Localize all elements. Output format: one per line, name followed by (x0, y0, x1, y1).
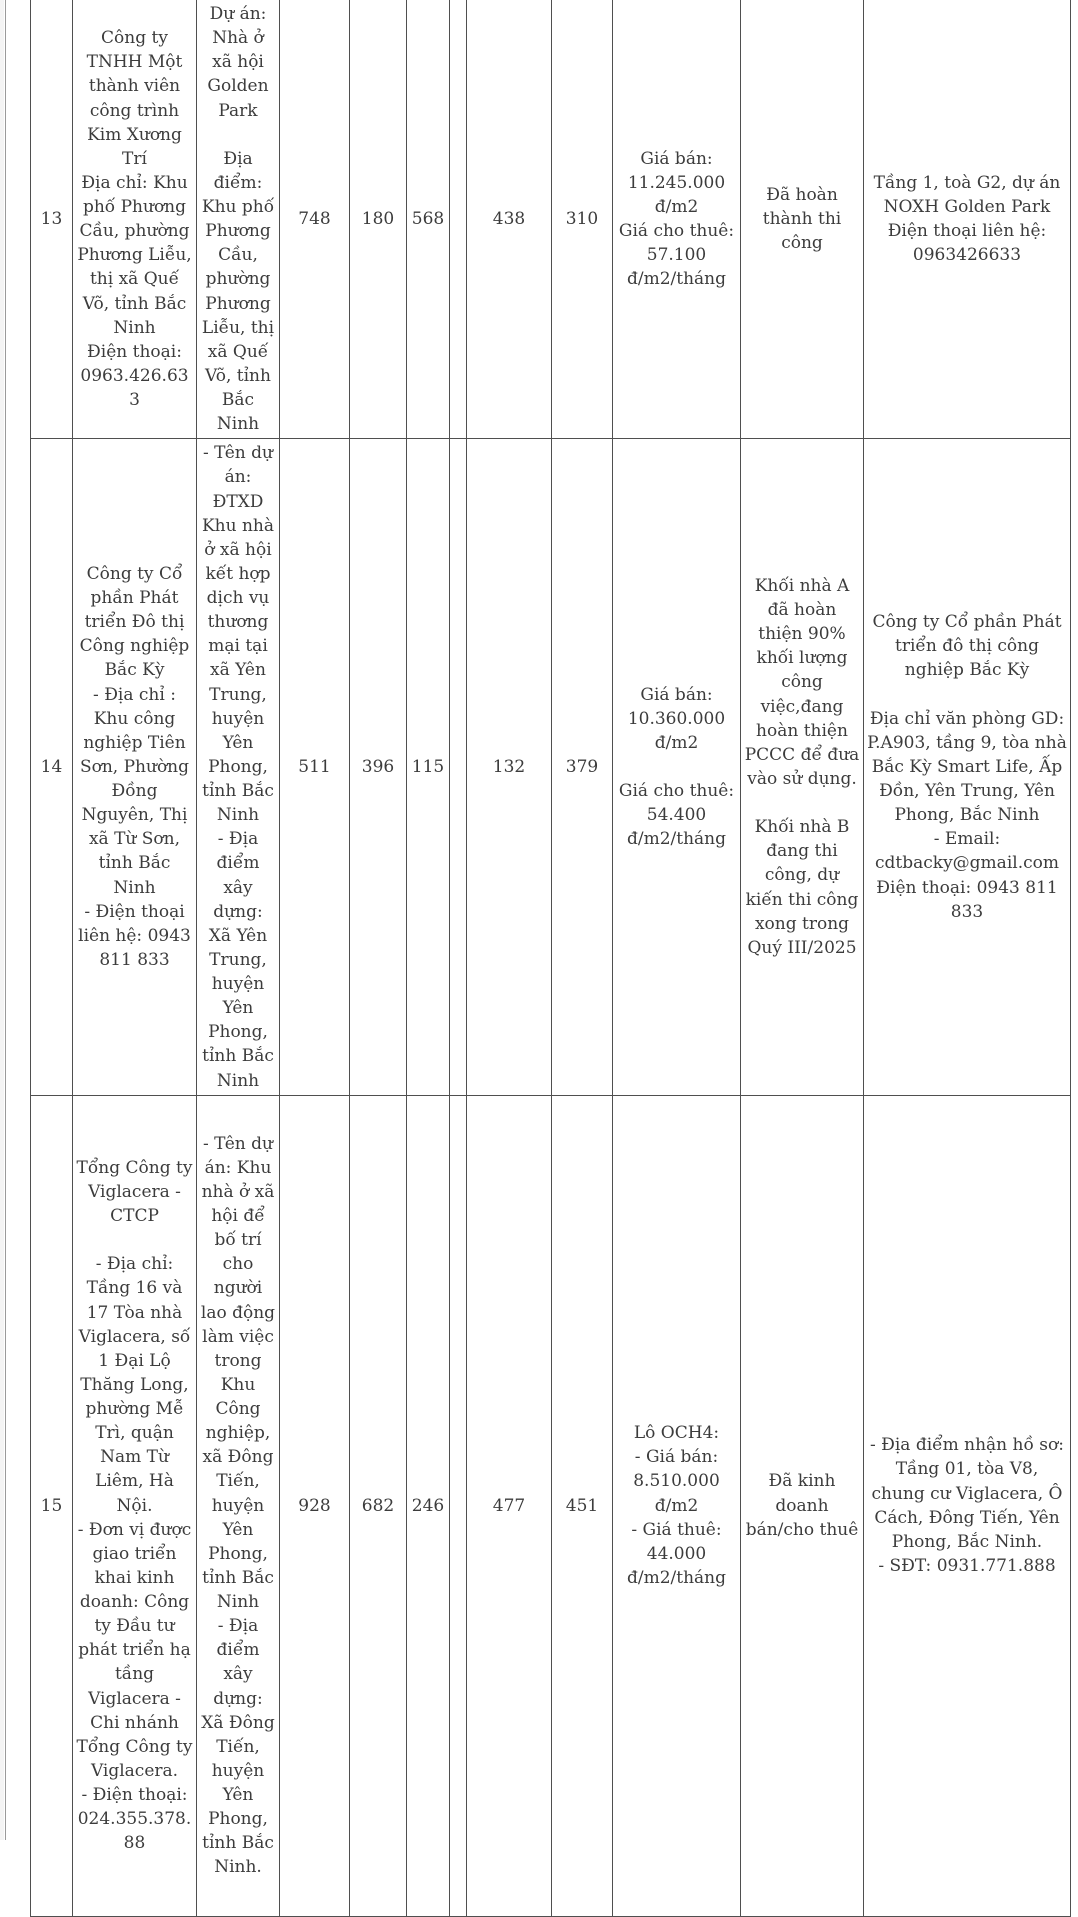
cell-price-info: Giá bán: 10.360.000 đ/m2 Giá cho thuê: 54.400 đ/m2/tháng (613, 439, 741, 1095)
cell-contact-info: Công ty Cổ phần Phát triển đô thị công nghiệp Bắc Kỳ Địa chỉ văn phòng GD: P.A903, tầng 9, tòa nhà Bắc Kỳ Smart Life, Ấp Đồn, Yên Trung, Yên Phong, Bắc Ninh - Email: cdtbacky@gmail.com Điện thoại: 0943 811 833 (864, 439, 1071, 1095)
cell-metric-1: 928 (280, 1095, 350, 1916)
cell-construction-status: Khối nhà A đã hoàn thiện 90% khối lượng công việc,đang hoàn thiện PCCC để đưa vào sử dụng. Khối nhà B đang thi công, dự kiến thi công xong trong Quý III/2025 (741, 439, 864, 1095)
cell-metric-4: 132 (467, 439, 552, 1095)
cell-metric-4: 438 (467, 0, 552, 439)
cell-metric-2: 180 (350, 0, 407, 439)
cell-metric-5: 451 (552, 1095, 613, 1916)
cell-contact-info: Tầng 1, toà G2, dự án NOXH Golden Park Điện thoại liên hệ: 0963426633 (864, 0, 1071, 439)
cell-project-info: Dự án: Nhà ở xã hội Golden Park Địa điểm: Khu phố Phương Cầu, phường Phương Liễu, thị xã Quế Võ, tỉnh Bắc Ninh (197, 0, 280, 439)
cell-metric-4: 477 (467, 1095, 552, 1916)
cell-metric-2: 682 (350, 1095, 407, 1916)
cell-price-info: Giá bán: 11.245.000 đ/m2 Giá cho thuê: 57.100 đ/m2/tháng (613, 0, 741, 439)
cell-row-no: 15 (31, 1095, 73, 1916)
cell-spacer (450, 1095, 467, 1916)
cell-investor-info: Tổng Công ty Viglacera - CTCP - Địa chỉ: Tầng 16 và 17 Tòa nhà Viglacera, số 1 Đại Lộ Thăng Long, phường Mễ Trì, quận Nam Từ Liêm, Hà Nội. - Đơn vị được giao triển khai kinh doanh: Công ty Đầu tư phát triển hạ tầng Viglacera - Chi nhánh Tổng Công ty Viglacera. - Điện thoại: 024.355.378.88 (73, 1095, 197, 1916)
cell-metric-3: 246 (407, 1095, 450, 1916)
housing-projects-table (30, 0, 1071, 1917)
cell-metric-5: 310 (552, 0, 613, 439)
left-page-edge-line (5, 0, 6, 1840)
table-row (31, 1095, 1071, 1916)
cell-metric-1: 748 (280, 0, 350, 439)
cell-construction-status: Đã hoàn thành thi công (741, 0, 864, 439)
cell-metric-2: 396 (350, 439, 407, 1095)
cell-project-info: - Tên dự án: Khu nhà ở xã hội để bố trí cho người lao động làm việc trong Khu Công nghiệp, xã Đông Tiến, huyện Yên Phong, tỉnh Bắc Ninh - Địa điểm xây dựng: Xã Đông Tiến, huyện Yên Phong, tỉnh Bắc Ninh. (197, 1095, 280, 1916)
cell-construction-status: Đã kinh doanh bán/cho thuê (741, 1095, 864, 1916)
cell-investor-info: Công ty TNHH Một thành viên công trình Kim Xương Trí Địa chỉ: Khu phố Phương Cầu, phường Phương Liễu, thị xã Quế Võ, tỉnh Bắc Ninh Điện thoại: 0963.426.633 (73, 0, 197, 439)
cell-investor-info: Công ty Cổ phần Phát triển Đô thị Công nghiệp Bắc Kỳ - Địa chỉ : Khu công nghiệp Tiên Sơn, Phường Đồng Nguyên, Thị xã Từ Sơn, tỉnh Bắc Ninh - Điện thoại liên hệ: 0943 811 833 (73, 439, 197, 1095)
cell-price-info: Lô OCH4: - Giá bán: 8.510.000 đ/m2 - Giá thuê: 44.000 đ/m2/tháng (613, 1095, 741, 1916)
cell-row-no: 14 (31, 439, 73, 1095)
cell-contact-info: - Địa điểm nhận hồ sơ: Tầng 01, tòa V8, chung cư Viglacera, Ô Cách, Đông Tiến, Yên Phong, Bắc Ninh. - SĐT: 0931.771.888 (864, 1095, 1071, 1916)
cell-metric-3: 115 (407, 439, 450, 1095)
cell-project-info: - Tên dự án: ĐTXD Khu nhà ở xã hội kết hợp dịch vụ thương mại tại xã Yên Trung, huyện Yên Phong, tỉnh Bắc Ninh - Địa điểm xây dựng: Xã Yên Trung, huyện Yên Phong, tỉnh Bắc Ninh (197, 439, 280, 1095)
cell-spacer (450, 439, 467, 1095)
table-row (31, 0, 1071, 439)
cell-metric-5: 379 (552, 439, 613, 1095)
table-row (31, 439, 1071, 1095)
cell-metric-3: 568 (407, 0, 450, 439)
cell-spacer (450, 0, 467, 439)
cell-metric-1: 511 (280, 439, 350, 1095)
page-edge-band (0, 0, 4, 1840)
cell-row-no: 13 (31, 0, 73, 439)
